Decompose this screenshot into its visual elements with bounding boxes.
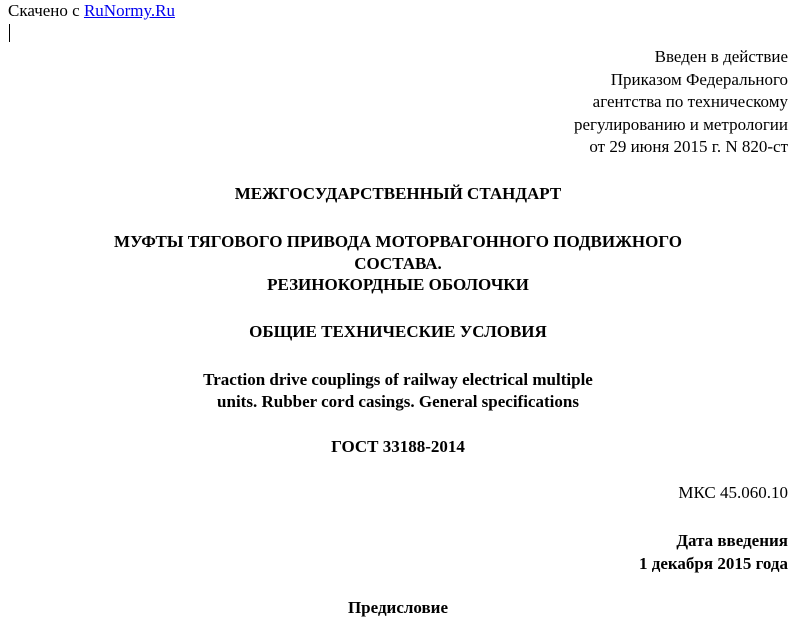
introduction-date-label: Дата введения <box>676 531 788 550</box>
text-cursor <box>9 24 10 42</box>
source-line <box>8 1 175 21</box>
title-line: РЕЗИНОКОРДНЫЕ ОБОЛОЧКИ <box>267 275 529 294</box>
enacted-line: от 29 июня 2015 г. N 820-ст <box>589 137 788 156</box>
english-title <box>0 369 790 413</box>
source-prefix: Скачено с <box>8 1 84 20</box>
standard-type-heading: МЕЖГОСУДАРСТВЕННЫЙ СТАНДАРТ <box>234 184 562 203</box>
gost-number: ГОСТ 33188-2014 <box>331 437 465 456</box>
enacted-line: агентства по техническому <box>592 92 788 111</box>
enacted-line: регулированию и метрологии <box>573 114 788 134</box>
enacted-block <box>574 46 788 159</box>
runormy-link[interactable]: RuNormy.Ru <box>83 1 175 20</box>
introduction-date-value: 1 декабря 2015 года <box>639 554 788 573</box>
document-subtitle: ОБЩИЕ ТЕХНИЧЕСКИЕ УСЛОВИЯ <box>249 322 547 341</box>
english-title-line: units. Rubber cord casings. General specifications <box>217 392 579 411</box>
preface-heading: Предисловие <box>347 598 449 617</box>
document-title <box>0 231 790 296</box>
title-line: СОСТАВА. <box>354 253 442 273</box>
mks-code: МКС 45.060.10 <box>678 483 788 502</box>
enacted-line: Введен в действие <box>654 47 788 66</box>
introduction-date-block <box>639 529 788 575</box>
enacted-line: Приказом Федерального <box>610 69 788 89</box>
english-title-line: Traction drive couplings of railway electrical multiple <box>203 370 593 389</box>
title-line: МУФТЫ ТЯГОВОГО ПРИВОДА МОТОРВАГОННОГО ПОДВИЖНОГО <box>114 232 682 251</box>
